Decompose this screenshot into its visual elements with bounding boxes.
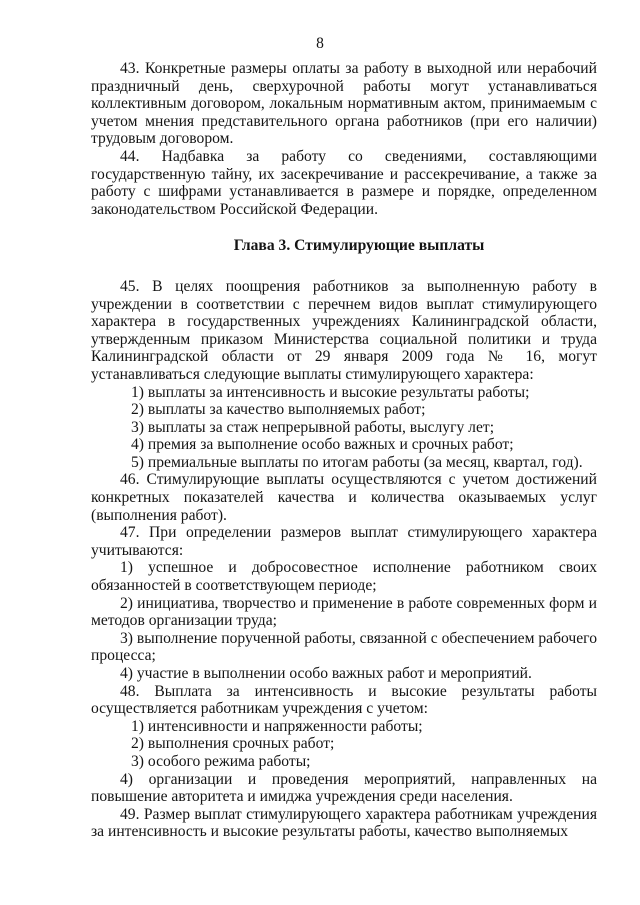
list-item: 4) участие в выполнении особо важных работ и мероприятий. — [120, 665, 532, 682]
list-item: 1) интенсивности и напряженности работы; — [131, 717, 423, 735]
paragraph-48: 48. Выплата за интенсивность и высокие результаты работы осуществляется работникам учреждения с учетом: — [91, 682, 597, 718]
page-number: 8 — [316, 35, 324, 52]
document-body — [91, 60, 597, 841]
list-item: 3) выплаты за стаж непрерывной работы, выслугу лет; — [131, 418, 495, 436]
paragraph-49: 49. Размер выплат стимулирующего характера работникам учреждения за интенсивность и высокие результаты работы, качество выполняемых — [91, 805, 597, 841]
list-item: 2) выплаты за качество выполняемых работ; — [131, 401, 426, 419]
paragraph-46: 46. Стимулирующие выплаты осуществляются с учетом достижений конкретных показателей качества и количества оказываемых услуг (выполнения работ). — [91, 471, 597, 524]
paragraph-45: 45. В целях поощрения работников за выполненную работу в учреждении в соответствии с перечнем видов выплат стимулирующего характера в государственных учреждениях Калининградской области, утвержденным приказом Министерства социальной политики и труда Калининградской области от 29 января 2009 года № 16, могут устанавливаться следующие выплаты стимулирующего характера: — [91, 277, 597, 383]
paragraph-44-first-line: 44. Надбавка за работу со сведениями, составляющими — [120, 147, 597, 165]
list-item: 3) особого режима работы; — [131, 752, 311, 770]
list-item: 4) организации и проведения мероприятий, направленных на повышение авторитета и имиджа учреждения среди населения. — [91, 770, 597, 806]
list-item: 2) выполнения срочных работ; — [131, 735, 335, 753]
list-item: 4) премия за выполнение особо важных и срочных работ; — [131, 436, 514, 454]
paragraph-43-first-line: 43. Конкретные размеры оплаты за работу в выходной или нерабочий — [120, 60, 597, 77]
list-item: 2) инициатива, творчество и применение в работе современных форм и методов организации труда; — [91, 594, 597, 630]
chapter-heading: Глава 3. Стимулирующие выплаты — [233, 237, 485, 255]
paragraph-44-rest: государственную тайну, их засекречивание и рассекречивание, а также за работу с шифрами устанавливается в размере и порядке, определенном законодательством Российской Федерации. — [91, 165, 597, 218]
paragraph-43-rest: праздничный день, сверхурочной работы могут устанавливаться коллективным договором, локальным нормативным актом, принимаемым с учетом мнения представительного органа работников (при его наличии) трудовым договором. — [91, 77, 597, 148]
list-item: 5) премиальные выплаты по итогам работы (за месяц, квартал, год). — [131, 453, 583, 471]
list-item: 1) успешное и добросовестное исполнение работником своих обязанностей в соответствующем периоде; — [91, 559, 597, 595]
paragraph-47: 47. При определении размеров выплат стимулирующего характера учитываются: — [91, 524, 597, 559]
list-item: 3) выполнение порученной работы, связанной с обеспечением рабочего процесса; — [91, 629, 597, 665]
list-item: 1) выплаты за интенсивность и высокие результаты работы; — [131, 383, 530, 401]
